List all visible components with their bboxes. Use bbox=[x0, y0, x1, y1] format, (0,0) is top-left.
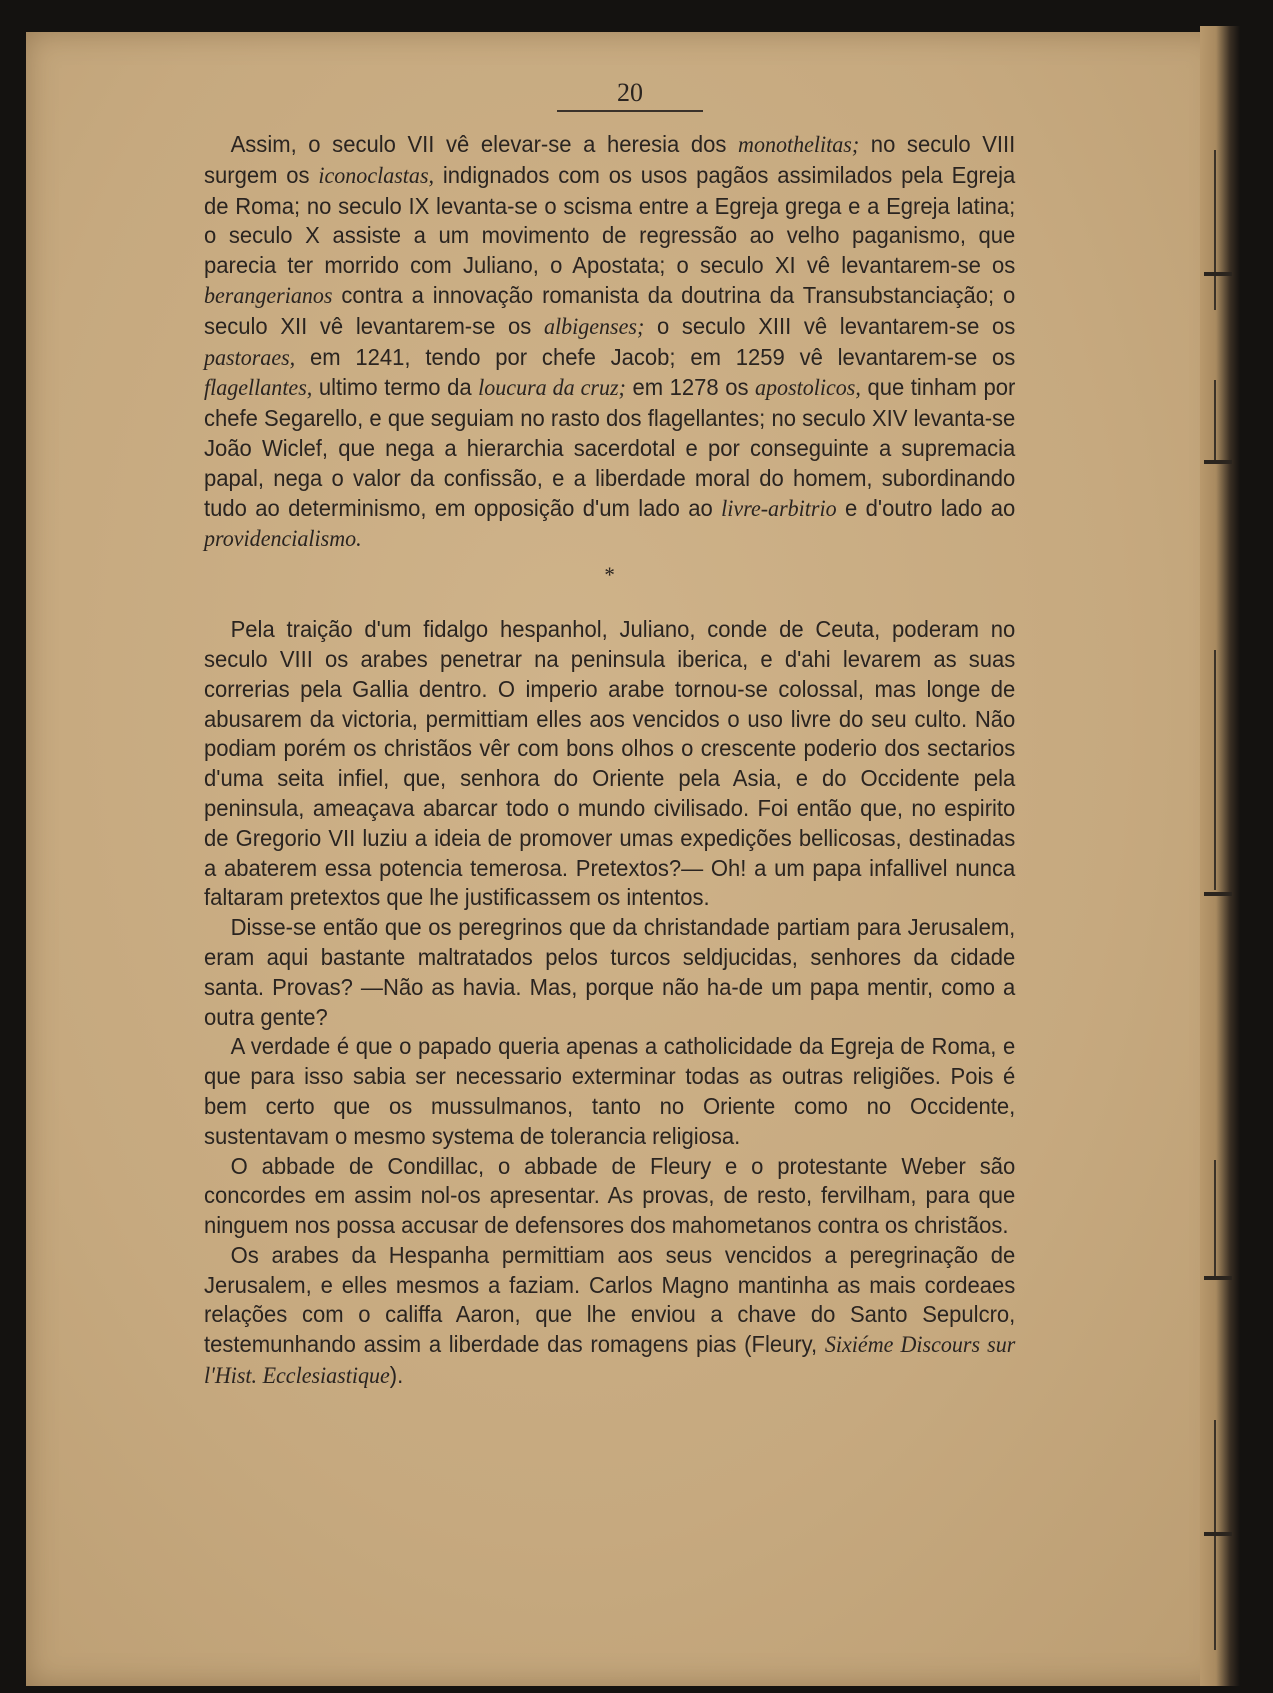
binding-thread bbox=[1214, 650, 1216, 890]
text-run: que tinham por chefe Segarello, e que seguiam no rasto dos flagellantes; no seculo XIV levanta-se João Wiclef, que nega a hierarchia sacerdotal e por conseguinte a supremacia papal, nega o valor da confissão, e a liberdade moral do homem, subordinando tudo ao determinismo, em opposição d'um lado ao bbox=[204, 374, 1016, 521]
italic-term: berangerianos bbox=[204, 282, 333, 309]
paragraph bbox=[204, 130, 1015, 555]
binding-stitch bbox=[1204, 1532, 1232, 1536]
text-run: Os arabes da Hespanha permittiam aos seus vencidos a peregrinação de Jerusalem, e elles mesmos a faziam. Carlos Magno mantinha as mais cordeaes relações com o califfa Aaron, que lhe enviou a chave do Santo Sepulcro, testemunhando assim a liberdade das romagens pias (Fleury, bbox=[204, 1241, 1016, 1358]
italic-term: monothelitas; bbox=[738, 132, 860, 158]
binding-thread bbox=[1214, 380, 1216, 460]
text-run: o seculo XIII vê levantarem-se os bbox=[644, 312, 1016, 339]
paragraph: Disse-se então que os peregrinos que da christandade partiam para Jerusalem, eram aqui bastante maltratados pelos turcos seldjucidas, senhores da cidade santa. Provas? —Não as havia. Mas, porque não ha-de um papa mentir, como a outra gente? bbox=[204, 914, 1016, 1030]
text-run: em 1278 os bbox=[625, 374, 756, 401]
italic-term: flagellantes, bbox=[204, 375, 313, 402]
binding-stitch bbox=[1204, 272, 1232, 276]
text-run: ). bbox=[389, 1362, 404, 1389]
italic-term: livre-arbitrio bbox=[721, 495, 837, 522]
text-run: indignados com os usos pagãos assimilados pela Egreja de Roma; no seculo IX levanta-se o scisma entre a Egreja grega e a Egreja latina; o seculo X assiste a um movimento de regressão ao velho paganismo, que parecia ter morrido com Juliano, o Apostata; o seculo XI vê levantarem-se os bbox=[204, 161, 1016, 279]
text-run: contra a innovação romanista da doutrina da Transubstanciação; o seculo XII vê levantarem-se os bbox=[204, 281, 1016, 339]
paragraph: A verdade é que o papado queria apenas a catholicidade da Egreja de Roma, e que para isso sabia ser necessario exterminar todas as outras religiões. Pois é bem certo que os mussulmanos, tanto no Oriente como no Occidente, sustentavam o mesmo systema de tolerancia religiosa. bbox=[204, 1033, 1016, 1149]
header-rule bbox=[557, 110, 703, 112]
paragraph: O abbade de Condillac, o abbade de Fleury e o protestante Weber são concordes em assim nol-os apresentar. As provas, de resto, fervilham, para que ninguem nos possa accusar de defensores dos mahometanos contra os christãos. bbox=[204, 1152, 1016, 1239]
italic-term: apostolicos, bbox=[755, 375, 861, 402]
italic-term: iconoclastas, bbox=[318, 162, 435, 189]
paragraph bbox=[204, 1241, 1015, 1392]
italic-citation: Sixiéme Discours sur l'Hist. Ecclesiastique bbox=[204, 1332, 1016, 1390]
binding-thread bbox=[1214, 1160, 1216, 1280]
binding-stitch bbox=[1204, 1276, 1232, 1280]
page-number: 20 bbox=[617, 78, 643, 107]
section-separator: * bbox=[604, 562, 615, 588]
text-run: ultimo termo da bbox=[312, 374, 479, 401]
italic-term: albigenses; bbox=[543, 313, 645, 340]
binding-stitch bbox=[1204, 460, 1232, 464]
paragraph: Pela traição d'um fidalgo hespanhol, Juliano, conde de Ceuta, poderam no seculo VIII os arabes penetrar na peninsula iberica, e d'ahi levarem as suas correrias pela Gallia dentro. O imperio arabe tornou-se colossal, mas longe de abusarem da victoria, permittiam elles aos vencidos o uso livre do seu culto. Não podiam porém os christãos vêr com bons olhos o crescente poderio dos sectarios d'uma seita infiel, que, senhora do Oriente pela Asia, e do Occidente pela peninsula, ameaçava abarcar todo o mundo civilisado. Foi então que, no espirito de Gregorio VII luziu a ideia de promover umas expedições bellicosas, destinadas a abaterem essa potencia temerosa. Pretextos?— Oh! a um papa infallivel nunca faltaram pretextos que lhe justificassem os intentos. bbox=[204, 616, 1016, 911]
italic-term: pastoraes, bbox=[204, 344, 296, 371]
text-run: Assim, o seculo VII vê elevar-se a heresia dos bbox=[230, 131, 739, 157]
binding-thread bbox=[1214, 150, 1216, 310]
italic-term: loucura da cruz; bbox=[478, 375, 626, 402]
binding-stitch bbox=[1204, 892, 1232, 896]
italic-term: providencialismo. bbox=[204, 526, 362, 553]
text-run: no seculo VIII surgem os bbox=[204, 131, 1016, 188]
text-run: e d'outro lado ao bbox=[836, 494, 1016, 521]
body-text bbox=[204, 130, 1015, 1392]
text-run: em 1241, tendo por chefe Jacob; em 1259 vê levantarem-se os bbox=[295, 343, 1016, 370]
